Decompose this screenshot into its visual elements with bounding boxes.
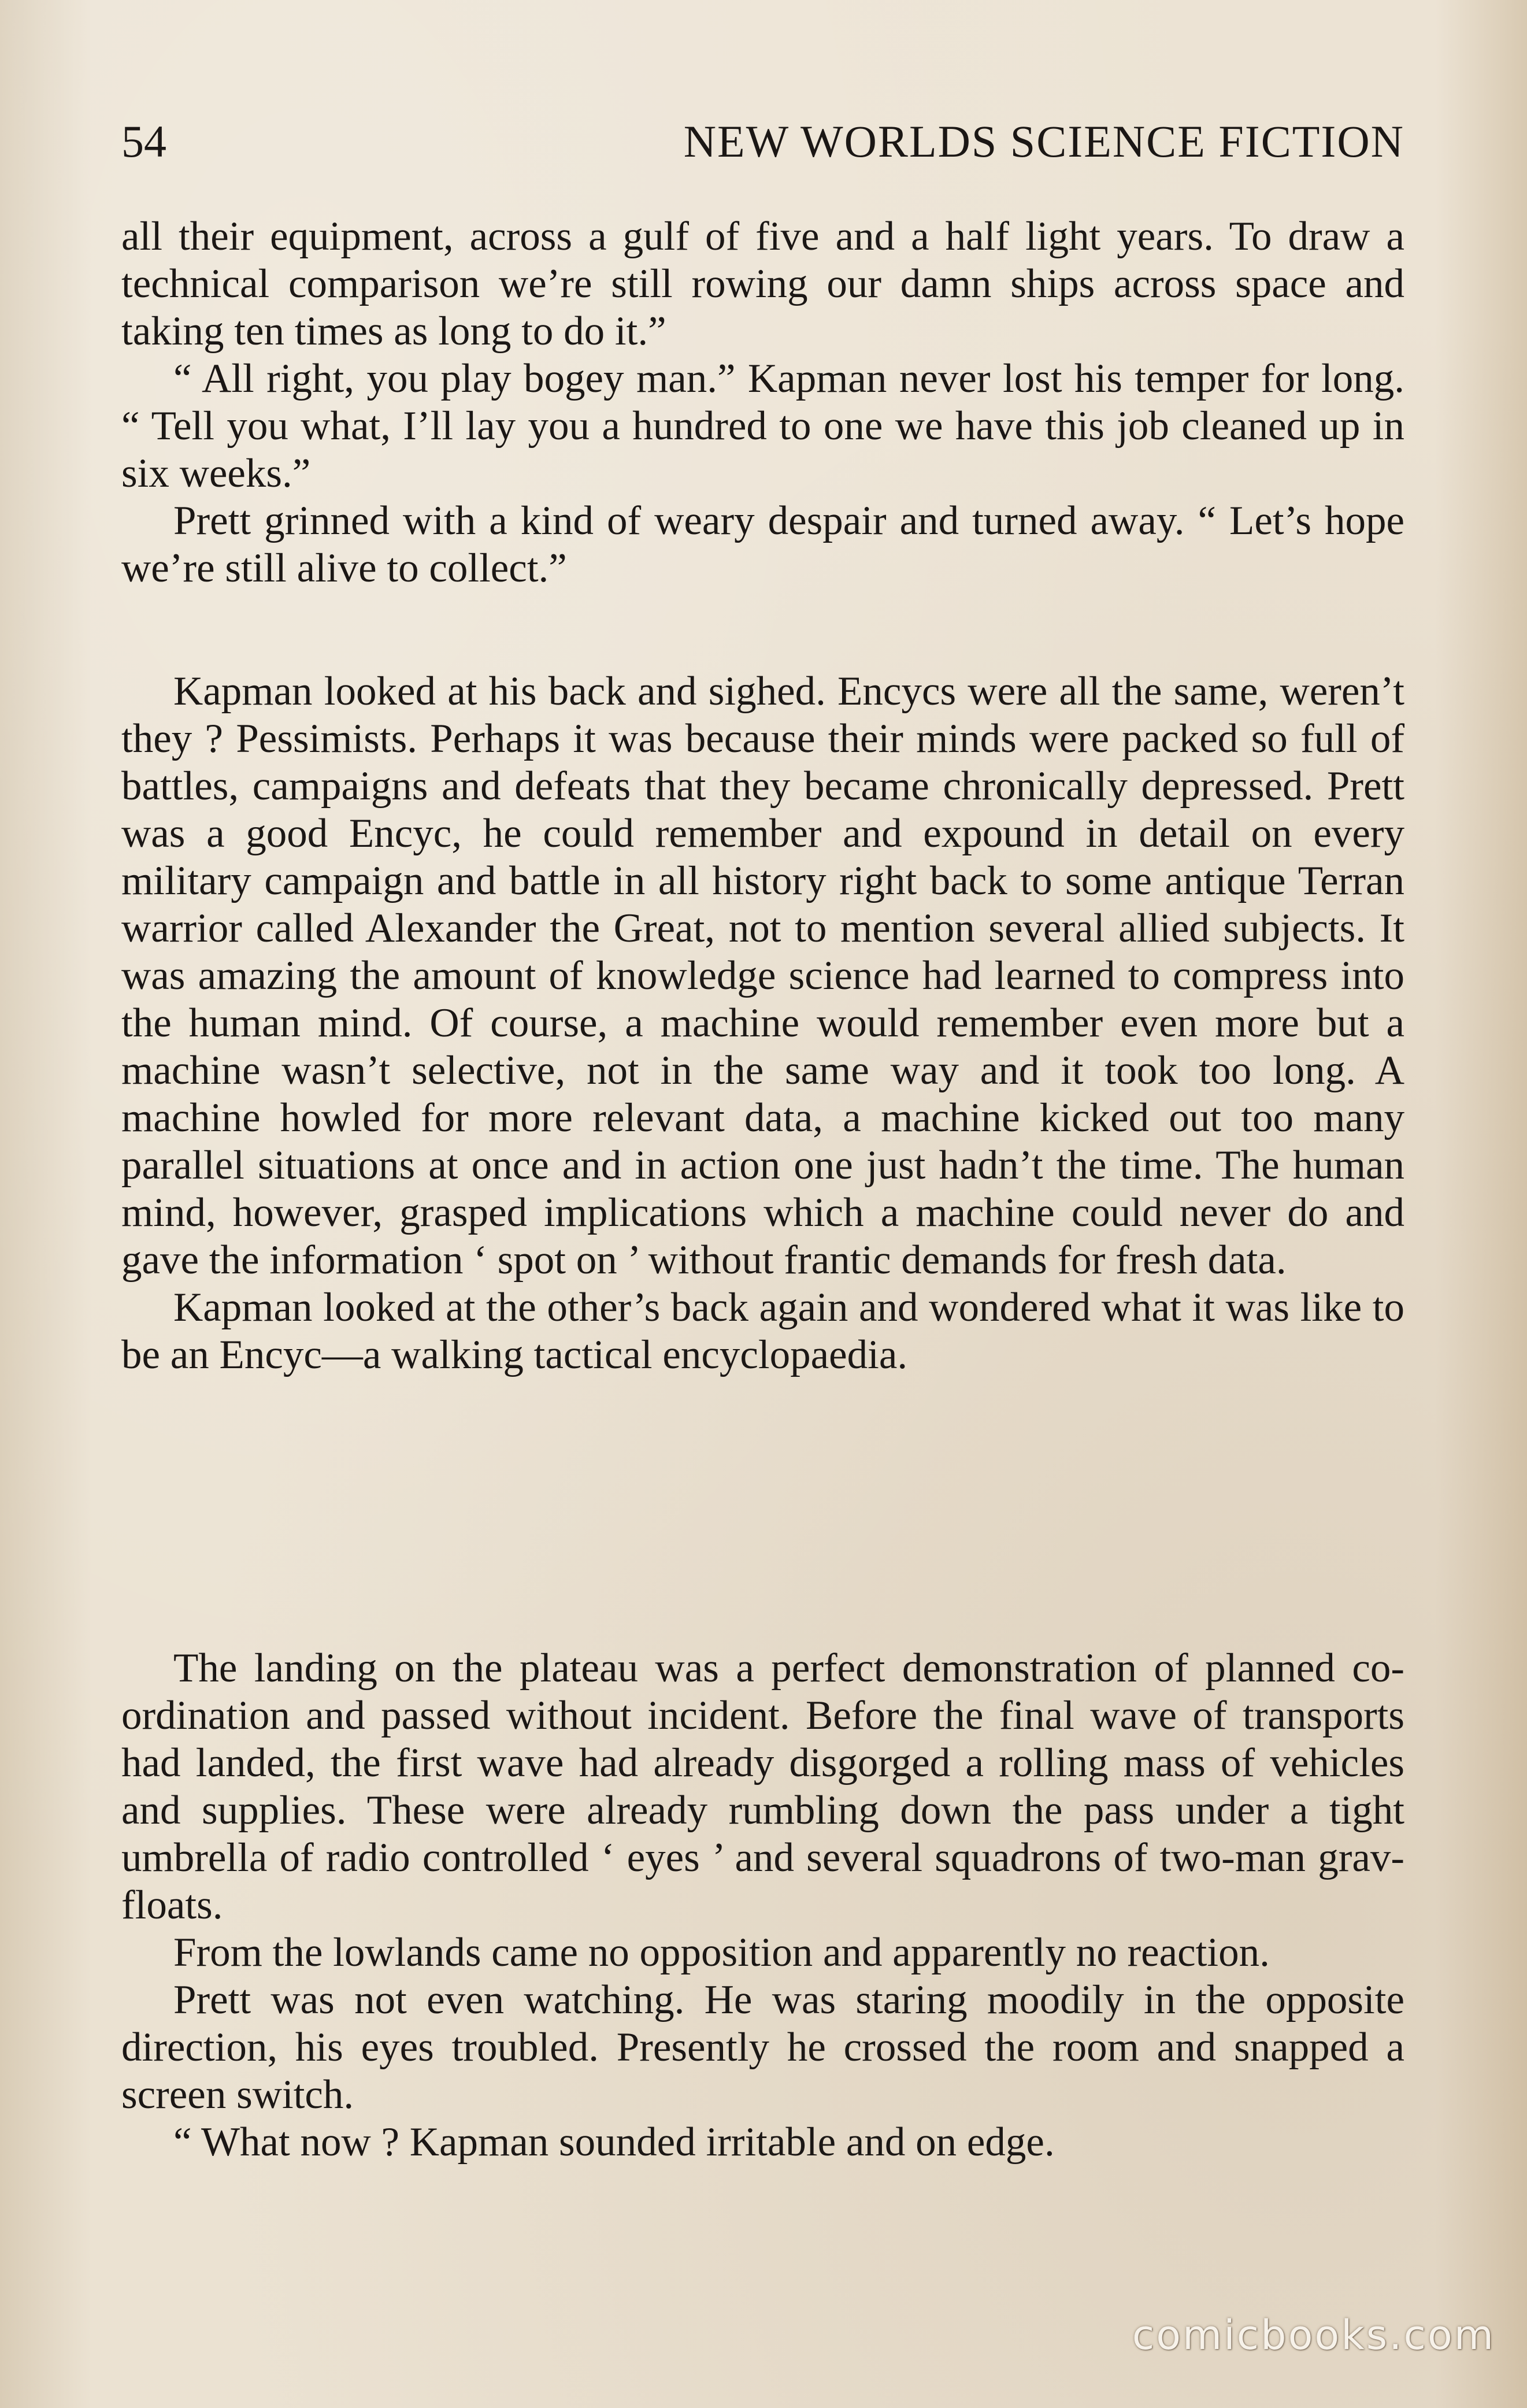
paragraph: “ What now ? Kapman sounded irritable and on edge. [173, 2120, 1055, 2165]
paragraph: From the lowlands came no opposition and apparently no reaction. [173, 1930, 1270, 1975]
running-title: NEW WORLDS SCIENCE FICTION [683, 116, 1404, 166]
paragraph: Prett was not even watching. He was staring moodily in the opposite direction, his eyes troubled. Presently he crossed the room and snapped a screen switch. [121, 1977, 1404, 2117]
watermark: comicbooks.com [1132, 2311, 1495, 2359]
text-section-1 [121, 213, 1404, 592]
page-header [121, 110, 1404, 173]
paragraph: Kapman looked at the other’s back again and wondered what it was like to be an Encyc—a walking tactical encyclopaedia. [121, 1285, 1404, 1377]
paragraph: Prett grinned with a kind of weary despair and turned away. “ Let’s hope we’re still alive to collect.” [121, 498, 1404, 591]
paragraph: “ All right, you play bogey man.” Kapman never lost his temper for long. “ Tell you what, I’ll lay you a hundred to one we have this job cleaned up in six weeks.” [121, 356, 1404, 496]
paragraph: Kapman looked at his back and sighed. Encycs were all the same, weren’t they ? Pessimists. Perhaps it was because their minds were packed so full of battles, campaigns and defeats that they became chronically depressed. Prett was a good Encyc, he could remember and expound in detail on every military campaign and battle in all history right back to some antique Terran warrior called Alexander the Great, not to mention several allied subjects. It was amazing the amount of knowledge science had learned to compress into the human mind. Of course, a machine would remember even more but a machine wasn’t selective, not in the same way and it took too long. A machine howled for more relevant data, a machine kicked out too many parallel situations at once and in action one just hadn’t the time. The human mind, however, grasped implications which a machine could never do and gave the information ‘ spot on ’ without frantic demands for fresh data. [121, 669, 1404, 1283]
text-section-3 [121, 1644, 1404, 2166]
text-section-2 [121, 668, 1404, 1379]
paragraph: The landing on the plateau was a perfect demonstration of planned co-ordination and passed without incident. Before the final wave of transports had landed, the first wave had already disgorged a rolling mass of vehicles and supplies. These were already rumbling down the pass under a tight umbrella of radio controlled ‘ eyes ’ and several squadrons of two-man grav-floats. [121, 1646, 1404, 1928]
paragraph: all their equipment, across a gulf of five and a half light years. To draw a technical comparison we’re still rowing our damn ships across space and taking ten times as long to do it.” [121, 214, 1404, 354]
page-number: 54 [121, 116, 166, 166]
